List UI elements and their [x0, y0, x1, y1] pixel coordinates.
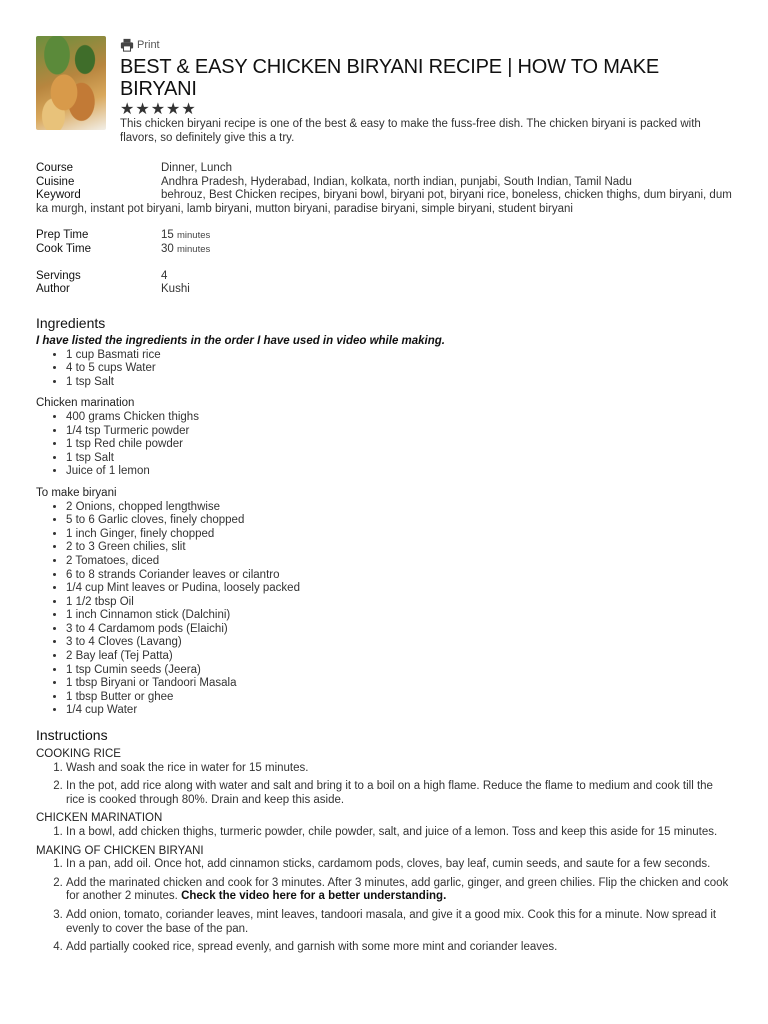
ingredient-list-base [36, 349, 734, 390]
meta-cook [36, 243, 734, 257]
ingredient-item: • 1 1/2 tbsp Oil [66, 596, 734, 610]
cook-value: 30 [161, 242, 174, 255]
star-icon: ★ [120, 101, 135, 118]
recipe-meta [36, 162, 734, 297]
servings-label: Servings [36, 269, 81, 282]
print-button[interactable] [120, 36, 734, 54]
ingredient-item: • 3 to 4 Cloves (Lavang) [66, 636, 734, 650]
instruction-step: 4. Add partially cooked rice, spread evenly, and garnish with some more mint and coriander leaves. [66, 941, 734, 955]
instruction-list-rice [36, 762, 734, 808]
ingredient-item: • 1 inch Ginger, finely chopped [66, 528, 734, 542]
ingredient-list-biryani [36, 501, 734, 719]
star-icon: ★ [150, 101, 166, 118]
ingredients-heading: Ingredients [36, 315, 106, 331]
course-label: Course [36, 162, 74, 174]
instructions-section [36, 726, 734, 960]
printer-icon [120, 38, 134, 52]
course-value: Dinner, Lunch [161, 162, 232, 174]
recipe-title: BEST & EASY CHICKEN BIRYANI RECIPE | HOW TO MAKE BIRYANI [120, 56, 660, 100]
instruction-group-making: MAKING OF CHICKEN BIRYANI [36, 844, 204, 857]
prep-unit: minutes [177, 230, 211, 242]
ingredient-item: • 1 cup Basmati rice [66, 349, 734, 363]
meta-keyword [36, 189, 734, 216]
ingredient-item: • Juice of 1 lemon [66, 465, 734, 479]
instruction-step: 1. Wash and soak the rice in water for 15 minutes. [66, 762, 734, 776]
cuisine-value: Andhra Pradesh, Hyderabad, Indian, kolkata, north indian, punjabi, South Indian, Tamil Nadu [161, 175, 632, 188]
ingredient-group-biryani: To make biryani [36, 486, 117, 499]
ingredient-item: • 1 tsp Red chile powder [66, 438, 734, 452]
ingredient-item: • 2 Tomatoes, diced [66, 555, 734, 569]
ingredient-item: • 1/4 cup Mint leaves or Pudina, loosely packed [66, 582, 734, 596]
ingredient-item: • 2 to 3 Green chilies, slit [66, 541, 734, 555]
instruction-step: 1. In a pan, add oil. Once hot, add cinnamon sticks, cardamom pods, cloves, bay leaf, cumin seeds, and saute for a few seconds. [66, 858, 734, 872]
ingredient-item: • 2 Onions, chopped lengthwise [66, 501, 734, 515]
prep-label: Prep Time [36, 229, 89, 242]
star-icon: ★ [135, 101, 150, 118]
ingredient-list-marination [36, 411, 734, 479]
servings-value: 4 [161, 269, 168, 282]
recipe-photo [36, 36, 106, 130]
keyword-value: behrouz, Best Chicken recipes, biryani bowl, biryani pot, biryani rice, boneless, chicken thighs, dum biryani, dum ka murgh, instant pot biryani, lamb biryani, mutton biryani, paradise biryani, simple biryani, student biryani [36, 189, 732, 215]
author-value: Kushi [161, 283, 190, 296]
ingredient-item: • 3 to 4 Cardamom pods (Elaichi) [66, 623, 734, 637]
meta-prep [36, 229, 734, 243]
ingredient-item: • 1/4 tsp Turmeric powder [66, 425, 734, 439]
ingredient-item: • 1 inch Cinnamon stick (Dalchini) [66, 609, 734, 623]
author-label: Author [36, 283, 70, 296]
ingredient-item: • 1 tbsp Butter or ghee [66, 691, 734, 705]
ingredients-section [36, 314, 734, 718]
ingredients-note: I have listed the ingredients in the order I have used in video while making. [36, 335, 445, 347]
instruction-list-making [36, 858, 734, 955]
instruction-step: 3. Add onion, tomato, coriander leaves, mint leaves, tandoori masala, and give it a good mix. Cook this for a minute. Now spread it evenly to cover the base of the pan. [66, 909, 734, 936]
meta-course [36, 162, 734, 176]
recipe-header [120, 36, 734, 145]
instruction-list-marination [36, 826, 734, 840]
instructions-heading: Instructions [36, 727, 108, 743]
instruction-step: 2. In the pot, add rice along with water and salt and bring it to a boil on a high flame. Reduce the flame to medium and cook till the rice is cooked through 80%. Drain and keep this aside. [66, 780, 734, 807]
ingredient-item: • 1 tsp Cumin seeds (Jeera) [66, 664, 734, 678]
ingredient-item: • 1 tsp Salt [66, 452, 734, 466]
instruction-step [66, 877, 734, 904]
ingredient-item: • 6 to 8 strands Coriander leaves or cilantro [66, 569, 734, 583]
recipe-summary: This chicken biryani recipe is one of the best & easy to make the fuss-free dish. The chicken biryani is packed with flavors, so definitely give this a try. [120, 118, 701, 144]
meta-servings [36, 270, 734, 284]
ingredient-item: • 1 tsp Salt [66, 376, 734, 390]
instruction-step: 1. In a bowl, add chicken thighs, turmeric powder, chile powder, salt, and juice of a lemon. Toss and keep this aside for 15 minutes. [66, 826, 734, 840]
ingredient-item: • 1 tbsp Biryani or Tandoori Masala [66, 677, 734, 691]
ingredient-item: • 5 to 6 Garlic cloves, finely chopped [66, 514, 734, 528]
instruction-group-rice: COOKING RICE [36, 748, 121, 760]
meta-author [36, 283, 734, 297]
ingredient-group-marination: Chicken marination [36, 397, 135, 410]
prep-value: 15 [161, 229, 174, 242]
ingredient-item: • 1/4 cup Water [66, 704, 734, 718]
ingredient-item: • 2 Bay leaf (Tej Patta) [66, 650, 734, 664]
ingredient-item: • 400 grams Chicken thighs [66, 411, 734, 425]
print-label: Print [137, 39, 160, 51]
instruction-group-marination: CHICKEN MARINATION [36, 812, 163, 825]
video-link[interactable]: Check the video here for a better understanding. [181, 890, 447, 903]
cuisine-label: Cuisine [36, 175, 75, 188]
cook-unit: minutes [177, 243, 211, 255]
ingredient-item: • 4 to 5 cups Water [66, 362, 734, 376]
instruction-step-text: Add the marinated chicken and cook for 3 minutes. After 3 minutes, add garlic, ginger, and green chilies. Flip the chicken and cook for another 2 minutes. [66, 876, 729, 903]
keyword-label: Keyword [36, 189, 81, 202]
rating-stars[interactable] [120, 102, 734, 117]
cook-label: Cook Time [36, 242, 91, 255]
star-icon: ★ [181, 101, 196, 118]
meta-cuisine [36, 176, 734, 190]
star-icon: ★ [166, 101, 181, 118]
